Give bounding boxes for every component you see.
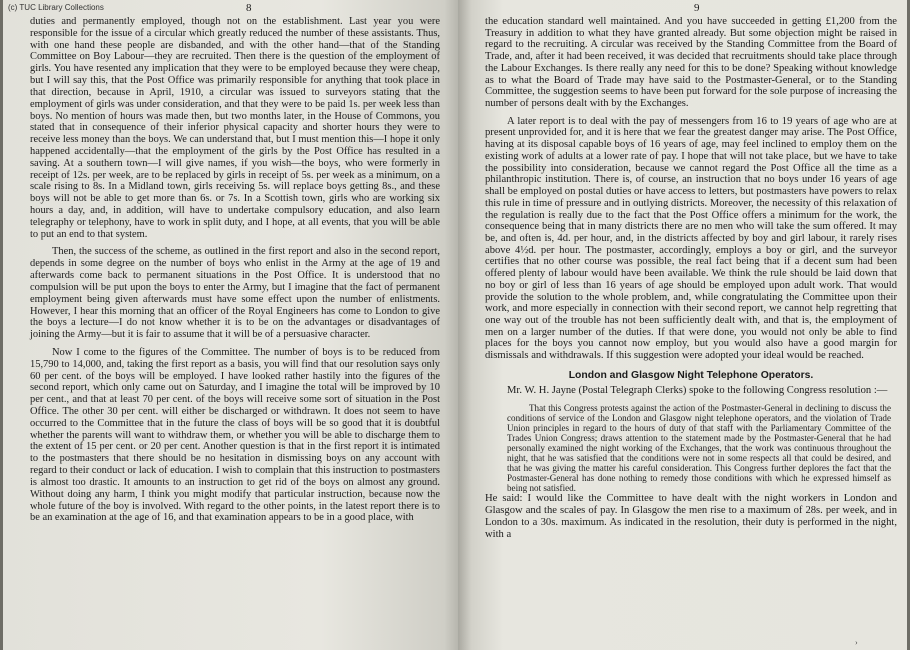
copyright-notice: (c) TUC Library Collections xyxy=(8,3,104,12)
right-page xyxy=(458,0,910,650)
left-paragraph-3: Now I come to the figures of the Committee. The number of boys is to be reduced from 15,790 to 14,000, and, taking the first report as a basis, you will find that our resolution says only 60 per cent. of the boys will be employed. I have looked rather hastily into the figures of the second report, which only came out on Saturday, and I imagine the total will be improved by 10 per cent., and that at least 70 per cent. of the boys will receive some sort of situation in the Post Office. The other 30 per cent. will either be discharged or withdrawn. It does not seem to have occurred to the Committee that in the future the class of boys will be so good that it is doubtful whether the parents will want to withdraw them, or whether you will be able to discharge them to the extent of 15 per cent. or 20 per cent. Another question is that in the first report it is intimated to the postmasters that there should be no hesitation in dismissing boys on any account with regard to their conduct or lack of education. I wish to complain that this instruction to postmasters is almost too drastic. It amounts to an instruction to get rid of the boys on almost any ground. Without doing any harm, I think you might modify that particular instruction, because now the whole future of the boy is involved. With regard to the other points, in the latest report there is to be an examination at the age of 16, and that examination appears to be in a good place, with xyxy=(30,346,440,524)
right-page-number: 9 xyxy=(694,2,700,14)
right-page-text xyxy=(485,16,897,540)
left-page-text xyxy=(30,16,440,524)
right-paragraph-1: the education standard well maintained. And you have succeeded in getting £1,200 from the Treasury in addition to what they have granted already. But some objection might be raised in regard to the recruiting. A circular was received by the Standing Committee from the Board of Trade, and, after it had been received, it was decided that recruitments should take place through the Labour Exchanges. Is there really any need for this to be done? Speaking without knowledge as to what the Board of Trade may have said to the Postmaster-General, or to the Standing Committee, the suggestion seems to have been put forward for the sole purpose of increasing the number of persons dealt with by the Exchanges. xyxy=(485,16,897,110)
section-heading: London and Glasgow Night Telephone Operators. xyxy=(568,369,814,381)
left-page-number: 8 xyxy=(246,2,252,14)
left-paragraph-2: Then, the success of the scheme, as outlined in the first report and also in the second report, depends in some degree on the number of boys who enlist in the Army at the age of 19 and afterwards come back to permanent situations in the Post Office. It is understood that no compulsion will be put upon the boys to enter the Army, but I imagine that the fact of permanent employment being given afterwards must have some effect upon the number of enlistments. However, I hear this morning that an officer of the Royal Engineers has come to London to give the boys a lecture—I do not know whether it is to be on the advantages or disadvantages of joining the Army—but it is fair to assume that it will be of a persuasive character. xyxy=(30,246,440,341)
left-paragraph-1: duties and permanently employed, though not on the establishment. Last year you were responsible for the issue of a circular which greatly reduced the number of these assistants. Thus, with one hand these people are disbanded, and with the other hand—that of the Standing Committee on Boy Labour—they are recruited. Then there is the question of the employment of girls. You have resented any implication that they were to be employed because they were cheap, but I will say this, that the Post Office was primarily responsible for anything that took place in that direction, because in April, 1910, a circular was issued to surveyors stating that the employment of girls was under consideration, and that they were to be paid 1s. per week less than boys. No mention of hours was made then, but two months later, in the House of Commons, you stated that in consequence of their inferior physical capacity and shorter hours they were to receive less money than the boys. We can understand that, but I must mention this—I hope it only happened accidentally—that the employment of the girls by the Post Office has resulted in a saving. At a southern town—I will give names, if you wish—the boys, who were formerly in receipt of 12s. per week, are to be replaced by girls in receipt of 5s. per week as a minimum, on a scale rising to 8s. In a Midland town, girls receiving 5s. will replace boys getting 8s., and these boys will not be able to get more than 6s. or 7s. In a Scottish town, girls who are working six hours a day, and, in addition, will have to undertake compulsory education, and also learn telegraphy or telephony, have to work in split duty, and I hope, at all events, that you will be able to put an end to that system. xyxy=(30,16,440,240)
right-paragraph-after: He said: I would like the Committee to have dealt with the night workers in London and Glasgow and the scales of pay. In Glasgow the men rise to a maximum of 28s. per week, and in London to a 30s. maximum. As indicated in the resolution, their duty is performed in the night, with a xyxy=(485,493,897,540)
page-mark-icon: › xyxy=(855,638,858,647)
speaker-intro: Mr. W. H. Jayne (Postal Telegraph Clerks) spoke to the following Congress resolution :— xyxy=(507,384,888,396)
left-binding-edge xyxy=(0,0,3,650)
resolution-text: That this Congress protests against the action of the Postmaster-General in declining to discuss the conditions of service of the London and Glasgow night telephone operators, and the violation of Trade Union principles in regard to the hours of duty of that staff with the Parliamentary Committee of the Trades Union Congress; draws attention to the statement made by the Postmaster-General that he had personally examined the night working of the Exchanges, that the work was continuous throughout the night, that he was satisfied that the conditions were not in some respects all that could be desired, and that he was giving the matter his careful consideration. This Congress further deplores the fact that the Postmaster-General has done nothing to remedy those conditions with which he expressed himself as being not satisfied. xyxy=(507,402,891,494)
right-paragraph-2: A later report is to deal with the pay of messengers from 16 to 19 years of age who are at present unprovided for, and it is here that we fear the greatest danger may arise. The Post Office, having at its disposal capable boys of 16 years of age, may feel inclined to employ them on the existing work of adults at a lower rate of pay. I hope that will not take place, but we have to take the possibility into consideration, because we cannot regard the Post Office all the time as a philanthropic institution. There is, of course, an instruction that no boys under 16 years of age shall be employed on postal duties or have access to letters, but postmasters have powers to relax this rule in time of pressure and in outlying districts. Moreover, the necessity of this relaxation of the regulation is really due to the fact that the Post Office offers a minimum for the work, the consequence being that in many districts there are no men who will take the sum offered. It may be, and often is, 4d. per hour, and, in the districts affected by boy and girl labour, it rarely rises above 4½d. per hour. The postmaster, accordingly, employs a boy or girl, and the surveyor certifies that no other course was possible, the real fact being that if a decent sum had been offered plenty of labour would have been available. We think the rule should be laid down that no boy or girl of less than 16 years of age should be employed upon adult work. That would provide the solution to the whole problem, and, while congratulating the Committee upon their work, and more especially in connection with their second report, we cannot help regretting that one way out of the trouble has not been sufficiently dealt with, and that is, the employment of men on a larger number of the duties. If that were done, you would not only be able to find places for the boys you cannot now employ, but you would also have a good margin for dismissals and withdrawals. If this suggestion were adopted your ideal would be reached. xyxy=(485,115,897,362)
